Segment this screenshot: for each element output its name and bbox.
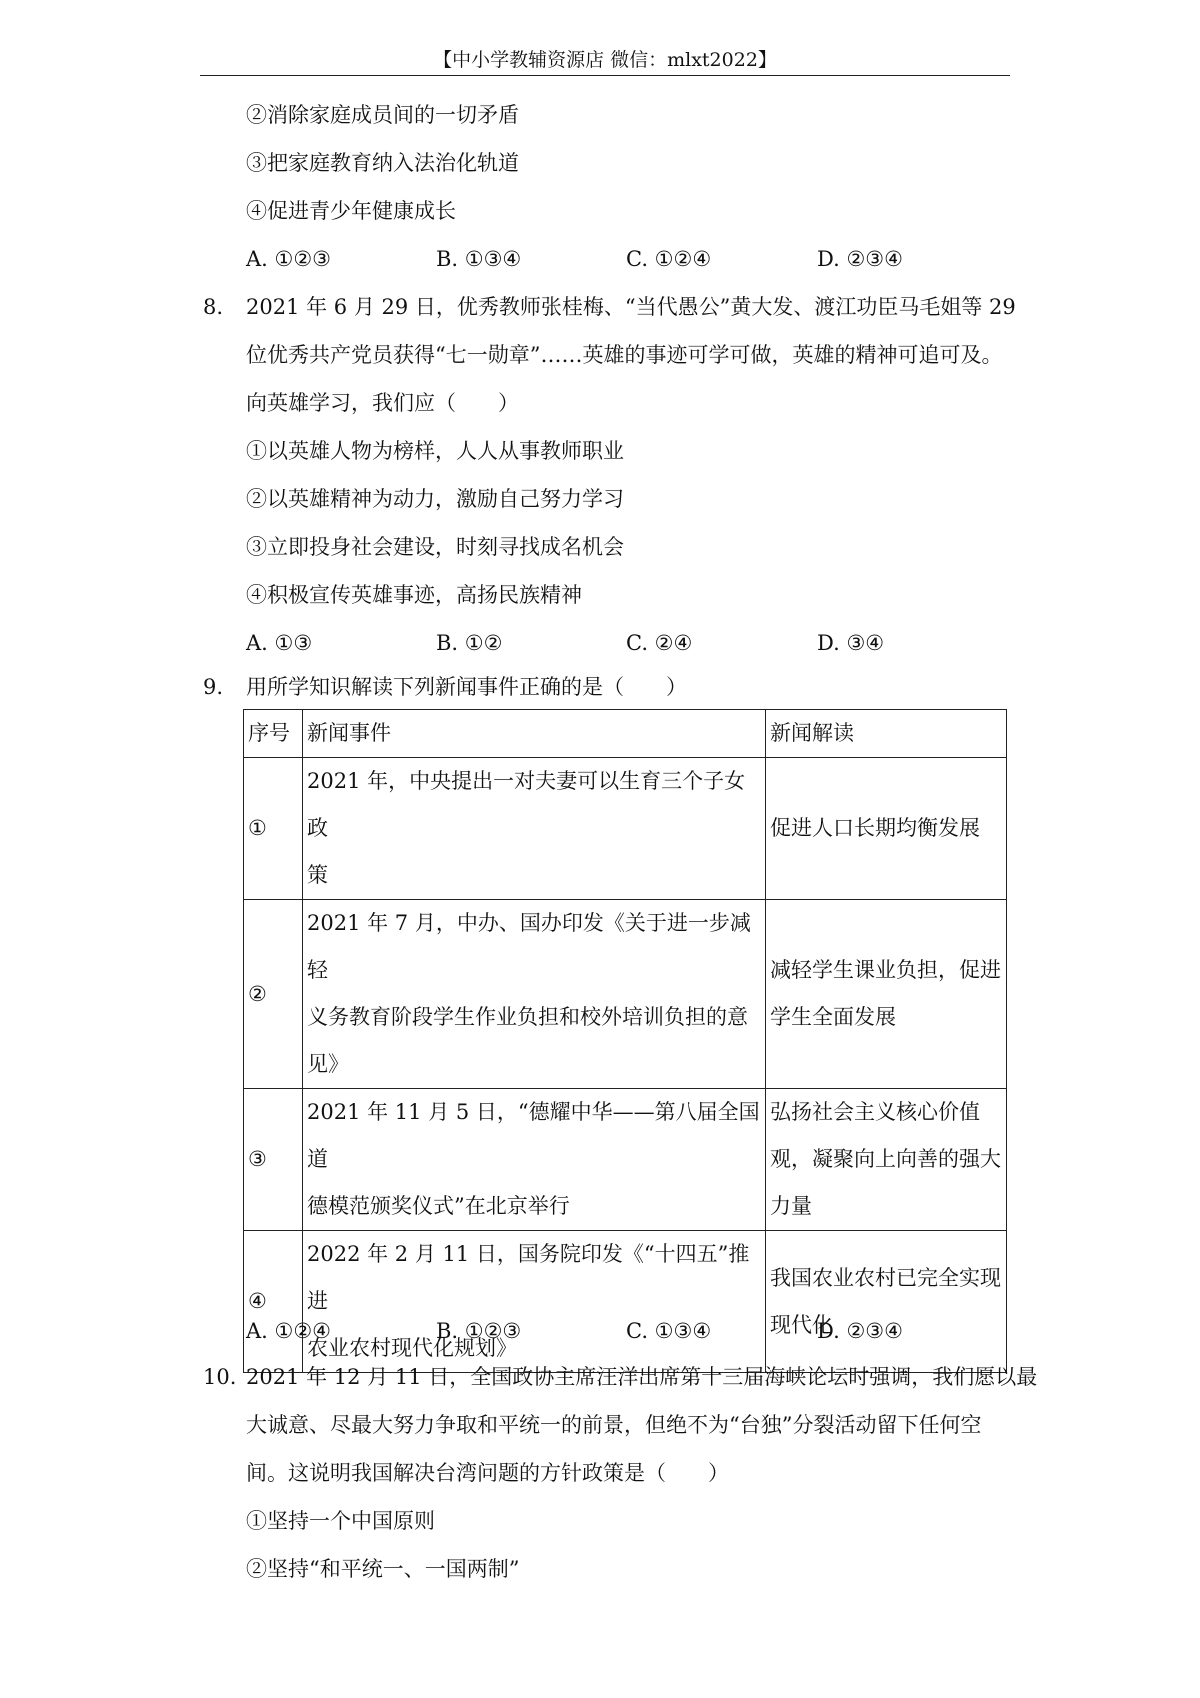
header-cell-no: 序号 xyxy=(244,710,303,758)
q10-stem-line: 2021 年 12 月 11 日，全国政协主席汪洋出席第十三届海峡论坛时强调，我们愿以最 xyxy=(246,1365,1038,1389)
news-reading-line: 力量 xyxy=(770,1194,812,1218)
table-row xyxy=(244,758,1007,900)
news-reading xyxy=(766,758,1007,900)
news-reading-line: 学生全面发展 xyxy=(770,1005,896,1029)
q10-stem-line: 大诚意、尽最大努力争取和平统一的前景，但绝不为“台独”分裂活动留下任何空 xyxy=(246,1413,982,1437)
q10-item: ①坚持一个中国原则 xyxy=(246,1509,435,1533)
header-divider xyxy=(200,75,1010,76)
news-reading-line: 观，凝聚向上向善的强大 xyxy=(770,1147,1001,1171)
q10-stem-line: 间。这说明我国解决台湾问题的方针政策是（ ） xyxy=(246,1461,729,1485)
table-header-row xyxy=(244,710,1007,758)
news-reading-line: 促进人口长期均衡发展 xyxy=(770,816,980,840)
q8-number: 8. xyxy=(203,295,224,319)
q7-item: ④促进青少年健康成长 xyxy=(246,199,456,223)
news-event-line: 2021 年 7 月，中办、国办印发《关于进一步减轻 xyxy=(307,911,751,982)
q8-option-c: C. ②④ xyxy=(626,631,693,655)
news-event xyxy=(303,1231,766,1373)
row-number: ① xyxy=(244,758,303,900)
q8-stem-line: 位优秀共产党员获得“七一勋章”……英雄的事迹可学可做，英雄的精神可追可及。 xyxy=(246,343,1003,367)
news-event-line: 见》 xyxy=(307,1052,349,1076)
q8-stem-line: 向英雄学习，我们应（ ） xyxy=(246,391,519,415)
q8-item: ①以英雄人物为榜样，人人从事教师职业 xyxy=(246,439,624,463)
q8-option-a: A. ①③ xyxy=(246,631,313,655)
row-number: ③ xyxy=(244,1089,303,1231)
q9-option-a: A. ①②④ xyxy=(246,1319,331,1343)
news-event-line: 义务教育阶段学生作业负担和校外培训负担的意 xyxy=(307,1005,748,1029)
q9-option-b: B. ①②③ xyxy=(436,1319,522,1343)
q7-option-b: B. ①③④ xyxy=(436,247,522,271)
table-row xyxy=(244,1231,1007,1373)
news-event-line: 德模范颁奖仪式”在北京举行 xyxy=(307,1194,570,1218)
news-reading-line: 现代化 xyxy=(770,1312,833,1337)
news-event-line: 策 xyxy=(307,863,328,887)
table-row xyxy=(244,900,1007,1089)
row-number: ④ xyxy=(244,1231,303,1373)
q10-item: ②坚持“和平统一、一国两制” xyxy=(246,1557,520,1581)
q9-number: 9. xyxy=(203,675,224,699)
news-event-line: 农业农村现代化规划》 xyxy=(307,1336,517,1360)
news-reading xyxy=(766,1089,1007,1231)
q9-option-d: D. ②③④ xyxy=(817,1319,903,1343)
news-event xyxy=(303,1089,766,1231)
news-reading-line: 我国农业农村已完全实现 xyxy=(770,1265,1001,1290)
q8-item: ④积极宣传英雄事迹，高扬民族精神 xyxy=(246,583,582,607)
q10-number: 10. xyxy=(203,1365,237,1389)
news-table xyxy=(243,709,1007,1373)
news-event-line: 2021 年 11 月 5 日，“德耀中华——第八届全国道 xyxy=(307,1100,760,1171)
news-reading-line: 减轻学生课业负担，促进 xyxy=(770,958,1001,982)
news-event-line: 2022 年 2 月 11 日，国务院印发《“十四五”推进 xyxy=(307,1242,750,1313)
q8-option-d: D. ③④ xyxy=(817,631,885,655)
q8-item: ③立即投身社会建设，时刻寻找成名机会 xyxy=(246,535,624,559)
q9-option-c: C. ①③④ xyxy=(626,1319,712,1343)
q8-item: ②以英雄精神为动力，激励自己努力学习 xyxy=(246,487,624,511)
q8-stem-line: 2021 年 6 月 29 日，优秀教师张桂梅、“当代愚公”黄大发、渡江功臣马毛姐等 29 xyxy=(246,295,1016,319)
header-cell-reading: 新闻解读 xyxy=(766,710,1007,758)
header-cell-event: 新闻事件 xyxy=(303,710,766,758)
news-reading xyxy=(766,1231,1007,1373)
news-reading-line: 弘扬社会主义核心价值 xyxy=(770,1100,980,1124)
q7-item: ②消除家庭成员间的一切矛盾 xyxy=(246,103,519,127)
row-number: ② xyxy=(244,900,303,1089)
q8-option-b: B. ①② xyxy=(436,631,503,655)
q7-item: ③把家庭教育纳入法治化轨道 xyxy=(246,151,519,175)
news-reading xyxy=(766,900,1007,1089)
news-event-line: 2021 年，中央提出一对夫妻可以生育三个子女政 xyxy=(307,769,746,840)
table-row xyxy=(244,1089,1007,1231)
q7-option-a: A. ①②③ xyxy=(246,247,331,271)
q7-option-c: C. ①②④ xyxy=(626,247,712,271)
news-event xyxy=(303,758,766,900)
q7-option-d: D. ②③④ xyxy=(817,247,903,271)
news-event xyxy=(303,900,766,1089)
page-header: 【中小学教辅资源店 微信：mlxt2022】 xyxy=(433,49,777,71)
q9-stem: 用所学知识解读下列新闻事件正确的是（ ） xyxy=(246,675,687,699)
